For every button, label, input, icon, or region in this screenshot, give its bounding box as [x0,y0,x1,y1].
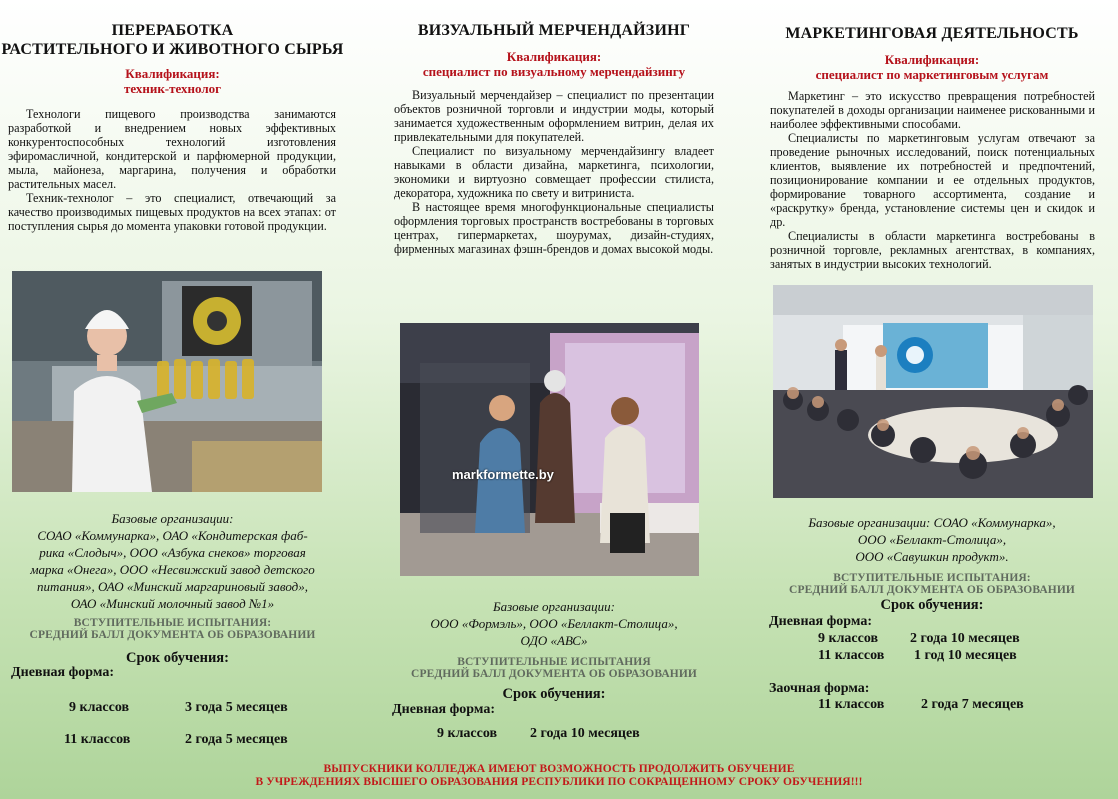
grade-11: 11 классов [64,732,131,747]
paragraph: В настоящее время многофункциональные специалисты оформления торговых пространств востребованы в торговых центрах, гипермаркетах, шоурумах, дизайн-студиях, фирменных магазинах фэшн-брендов и домах высокой моды. [394,200,714,256]
base-organizations [372,598,736,649]
description [8,107,336,233]
entrance-line: ВСТУПИТЕЛЬНЫЕ ИСПЫТАНИЯ: [73,617,272,629]
grade-9: 9 классов [818,631,879,646]
paragraph: Технологи пищевого производства занимаются разработкой и внедрением новых эффективных конкурентоспособных технологий изготовления эфиромасличной, кондитерской и парфюмерной продукции, мыла, майонеза, маргарина, получения и обработки растительных масел. [8,107,336,191]
grade-9: 9 классов [437,726,498,741]
photo-technologist [12,271,322,492]
grade-11: 11 классов [818,648,885,663]
full-time-label: Дневная форма: [392,702,495,717]
paragraph: Визуальный мерчендайзер – специалист по презентации объектов розничной торговли и индустрии моды, который занимается художественным оформлением витрин, делая их привлекательными для покупателей. [394,88,714,144]
base-orgs-line: Базовые организации: [111,511,234,526]
title-line: МАРКЕТИНГОВАЯ ДЕЯТЕЛЬНОСТЬ [785,25,1079,42]
paragraph: Специалисты по маркетинговым услугам отвечают за проведение рыночных исследований, поиск потенциальных клиентов, выявление их потребностей и предпочтений, позиционирование компании и ее отдельных продуктов, формирование товарного ассортимента, создание и «раскрутку» бренда, установление системы цен и скидок и др. [770,131,1095,229]
section-title [372,21,736,40]
entrance-line: СРЕДНИЙ БАЛЛ ДОКУМЕНТА ОБ ОБРАЗОВАНИИ [411,668,697,680]
paragraph: Маркетинг – это искусство превращения потребностей покупателей в доходы организации наименее рискованными и наиболее эффективными способами. [770,89,1095,131]
base-orgs-line: ООО «Савушкин продукт». [855,549,1009,564]
qualification [757,52,1107,82]
base-organizations [757,514,1107,565]
part-time-term-11: 2 года 7 месяцев [921,697,1024,712]
part-time-grade-11: 11 классов [818,697,885,712]
term-11: 1 год 10 месяцев [914,648,1017,663]
base-organizations [0,510,345,612]
section-title [757,24,1107,43]
qualification [0,66,345,96]
paragraph: Специалист по визуальному мерчендайзингу владеет навыками в области дизайна, маркетинга, психологии, экономики и виртуозно совмещает профессии стилиста, декоратора, художника по свету и витриниста. [394,144,714,200]
qualification-label: Квалификация: [506,49,602,64]
photo-showroom [400,323,699,576]
entrance-line: СРЕДНИЙ БАЛЛ ДОКУМЕНТА ОБ ОБРАЗОВАНИИ [29,629,316,641]
qualification [372,49,736,79]
qualification-label: Квалификация: [884,52,980,67]
entrance-line: ВСТУПИТЕЛЬНЫЕ ИСПЫТАНИЯ: [833,572,1031,584]
qualification-value: специалист по визуальному мерчендайзингу [422,64,686,79]
full-time-label: Дневная форма: [769,614,872,629]
description [770,89,1095,271]
photo-conference [773,285,1093,498]
term-9: 2 года 10 месяцев [910,631,1020,646]
entrance-exams [757,572,1107,596]
base-orgs-line: ООО «Беллакт-Столица», [857,532,1007,547]
base-orgs-line: ОАО «Минский молочный завод №1» [70,596,275,611]
full-time-label: Дневная форма: [11,665,114,680]
grade-9: 9 классов [69,700,130,715]
qualification-label: Квалификация: [125,66,220,81]
part-time-label: Заочная форма: [769,681,870,696]
base-orgs-line: питания», ОАО «Минский маргариновый завод», [37,579,308,594]
duration-title: Срок обучения: [502,686,606,702]
entrance-line: ВСТУПИТЕЛЬНЫЕ ИСПЫТАНИЯ [457,656,651,668]
title-line: ВИЗУАЛЬНЫЙ МЕРЧЕНДАЙЗИНГ [417,22,691,39]
duration-title: Срок обучения: [126,650,229,666]
base-orgs-line: ООО «Формэль», ООО «Беллакт-Столица», [430,616,678,631]
footer-line: ВЫПУСКНИКИ КОЛЛЕДЖА ИМЕЮТ ВОЗМОЖНОСТЬ ПРОДОЛЖИТЬ ОБУЧЕНИЕ [323,763,795,775]
term-9: 3 года 5 месяцев [185,700,288,715]
term-11: 2 года 5 месяцев [185,732,288,747]
title-line: ПЕРЕРАБОТКА [111,22,234,39]
base-orgs-line: марка «Онега», ООО «Несвижский завод детского [30,562,315,577]
entrance-exams [0,617,345,641]
entrance-exams [372,656,736,680]
base-orgs-line: ОДО «АВС» [520,633,588,648]
base-orgs-line: рика «Слодыч», ООО «Азбука снеков» торговая [39,545,306,560]
section-title [0,21,345,59]
term-9: 2 года 10 месяцев [530,726,640,741]
qualification-value: специалист по маркетинговым услугам [815,67,1049,82]
entrance-line: СРЕДНИЙ БАЛЛ ДОКУМЕНТА ОБ ОБРАЗОВАНИИ [789,584,1075,596]
paragraph: Техник-технолог – это специалист, отвечающий за качество производимых пищевых продуктов на всех этапах: от поступления сырья до момента упаковки готовой продукции. [8,191,336,233]
base-orgs-line: Базовые организации: [493,599,615,614]
duration-title: Срок обучения: [880,597,984,613]
qualification-value: техник-технолог [123,81,222,96]
description [394,88,714,256]
paragraph: Специалисты в области маркетинга востребованы в розничной торговле, рекламных агентствах, в компаниях, занятых в индустрии высоких технологий. [770,229,1095,271]
photo-watermark: markformette.by [452,467,554,482]
base-orgs-line: СОАО «Коммунарка», ОАО «Кондитерская фаб- [37,528,308,543]
footer-line: В УЧРЕЖДЕНИЯХ ВЫСШЕГО ОБРАЗОВАНИЯ РЕСПУБЛИКИ ПО СОКРАЩЕННОМУ СРОКУ ОБУЧЕНИЯ!!! [255,776,863,788]
title-line: РАСТИТЕЛЬНОГО И ЖИВОТНОГО СЫРЬЯ [1,41,344,58]
base-orgs-line: Базовые организации: СОАО «Коммунарка», [808,515,1056,530]
footer-notice [0,763,1118,789]
